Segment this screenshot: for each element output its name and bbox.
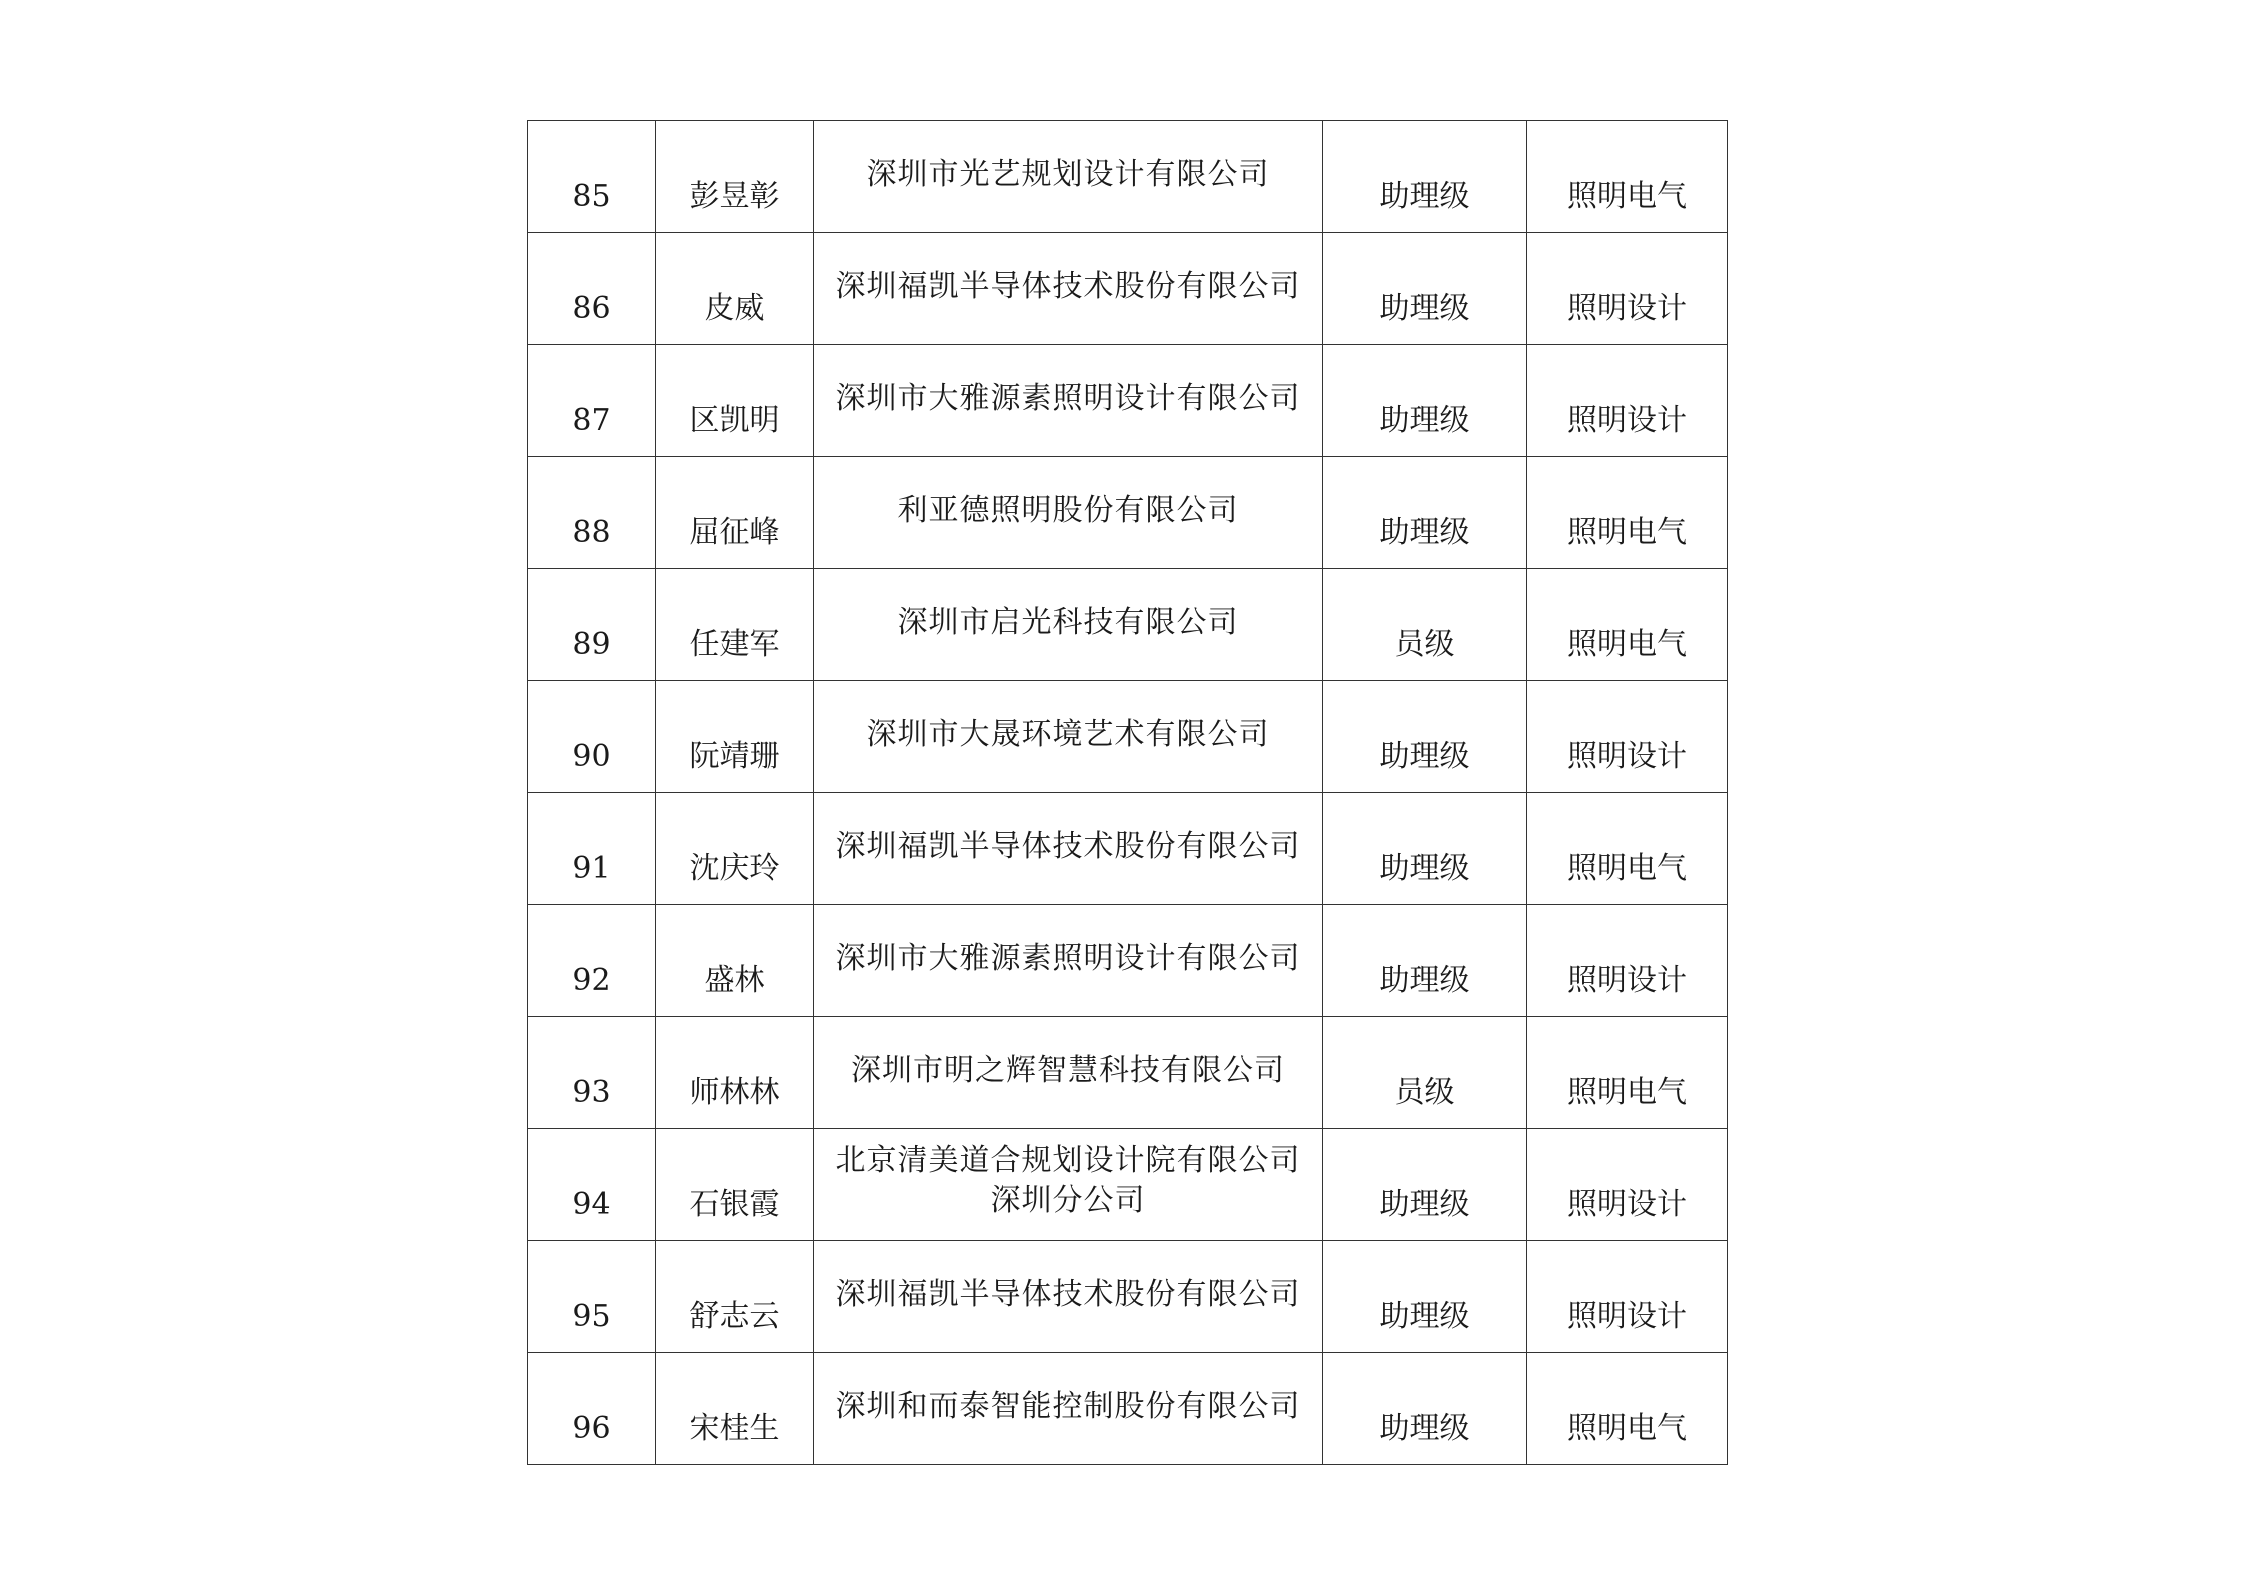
specialty-field: 照明设计 — [1567, 739, 1687, 774]
organization — [814, 457, 1322, 531]
organization — [814, 1241, 1322, 1315]
qualification-level: 助理级 — [1379, 739, 1470, 774]
table-row — [528, 681, 1728, 793]
roster-table — [527, 120, 1728, 1465]
specialty-field: 照明设计 — [1567, 963, 1687, 998]
specialty-field: 照明设计 — [1567, 1187, 1687, 1222]
organization-cell — [814, 345, 1323, 457]
organization — [814, 569, 1322, 643]
row-number: 89 — [572, 627, 611, 662]
person-name: 皮威 — [704, 291, 765, 326]
specialty-field-cell — [1527, 121, 1728, 233]
organization-cell — [814, 1017, 1323, 1129]
qualification-level: 助理级 — [1379, 1411, 1470, 1446]
organization-line: 深圳市大雅源素照明设计有限公司 — [835, 941, 1301, 976]
qualification-level: 助理级 — [1379, 403, 1470, 438]
organization-line: 深圳分公司 — [990, 1183, 1146, 1218]
qualification-level: 助理级 — [1379, 851, 1470, 886]
organization-cell — [814, 1353, 1323, 1465]
organization-cell — [814, 121, 1323, 233]
organization — [814, 1353, 1322, 1427]
qualification-level-cell — [1323, 1241, 1527, 1353]
table-row — [528, 345, 1728, 457]
organization — [814, 1129, 1322, 1221]
row-number: 85 — [572, 179, 611, 214]
organization-line: 深圳市启光科技有限公司 — [897, 605, 1239, 640]
specialty-field-cell — [1527, 345, 1728, 457]
specialty-field-cell — [1527, 1241, 1728, 1353]
table-row — [528, 793, 1728, 905]
person-name-cell — [656, 1129, 814, 1241]
specialty-field: 照明设计 — [1567, 403, 1687, 438]
person-name: 师林林 — [689, 1075, 780, 1110]
organization-line: 深圳福凯半导体技术股份有限公司 — [835, 269, 1301, 304]
row-number-cell — [528, 233, 656, 345]
person-name-cell — [656, 233, 814, 345]
specialty-field-cell — [1527, 1017, 1728, 1129]
person-name-cell — [656, 905, 814, 1017]
organization — [814, 1017, 1322, 1091]
person-name-cell — [656, 1353, 814, 1465]
qualification-level-cell — [1323, 121, 1527, 233]
specialty-field: 照明设计 — [1567, 291, 1687, 326]
specialty-field-cell — [1527, 569, 1728, 681]
organization — [814, 681, 1322, 755]
organization-line: 北京清美道合规划设计院有限公司 — [835, 1143, 1301, 1178]
row-number-cell — [528, 1353, 656, 1465]
person-name-cell — [656, 345, 814, 457]
qualification-level-cell — [1323, 1129, 1527, 1241]
organization — [814, 345, 1322, 419]
qualification-level: 助理级 — [1379, 1299, 1470, 1334]
specialty-field: 照明电气 — [1567, 1411, 1687, 1446]
row-number-cell — [528, 569, 656, 681]
specialty-field-cell — [1527, 233, 1728, 345]
specialty-field-cell — [1527, 1353, 1728, 1465]
table-row — [528, 569, 1728, 681]
row-number-cell — [528, 1017, 656, 1129]
person-name: 屈征峰 — [689, 515, 780, 550]
qualification-level: 助理级 — [1379, 515, 1470, 550]
table-row — [528, 1017, 1728, 1129]
person-name: 石银霞 — [689, 1187, 780, 1222]
qualification-level: 员级 — [1394, 1075, 1455, 1110]
organization-cell — [814, 681, 1323, 793]
organization-line: 深圳市明之辉智慧科技有限公司 — [851, 1053, 1285, 1088]
table-row — [528, 1353, 1728, 1465]
specialty-field: 照明电气 — [1567, 1075, 1687, 1110]
qualification-level-cell — [1323, 1017, 1527, 1129]
organization-cell — [814, 793, 1323, 905]
qualification-level: 助理级 — [1379, 291, 1470, 326]
qualification-level: 助理级 — [1379, 179, 1470, 214]
organization-cell — [814, 569, 1323, 681]
row-number: 90 — [572, 739, 611, 774]
organization-line: 深圳市光艺规划设计有限公司 — [866, 157, 1270, 192]
person-name: 盛林 — [704, 963, 765, 998]
qualification-level-cell — [1323, 457, 1527, 569]
person-name-cell — [656, 1241, 814, 1353]
specialty-field-cell — [1527, 1129, 1728, 1241]
person-name: 彭昱彰 — [689, 179, 780, 214]
table-row — [528, 1129, 1728, 1241]
organization — [814, 905, 1322, 979]
person-name-cell — [656, 457, 814, 569]
row-number: 96 — [572, 1411, 611, 1446]
row-number-cell — [528, 793, 656, 905]
row-number-cell — [528, 457, 656, 569]
row-number: 91 — [572, 851, 611, 886]
organization-cell — [814, 457, 1323, 569]
specialty-field: 照明电气 — [1567, 179, 1687, 214]
qualification-level-cell — [1323, 1353, 1527, 1465]
row-number: 88 — [572, 515, 611, 550]
specialty-field: 照明电气 — [1567, 627, 1687, 662]
qualification-level: 助理级 — [1379, 1187, 1470, 1222]
specialty-field-cell — [1527, 905, 1728, 1017]
qualification-level-cell — [1323, 233, 1527, 345]
organization-line: 深圳市大雅源素照明设计有限公司 — [835, 381, 1301, 416]
organization-line: 深圳福凯半导体技术股份有限公司 — [835, 829, 1301, 864]
table-row — [528, 233, 1728, 345]
person-name: 沈庆玲 — [689, 851, 780, 886]
organization-cell — [814, 1241, 1323, 1353]
person-name: 宋桂生 — [689, 1411, 780, 1446]
row-number: 87 — [572, 403, 611, 438]
qualification-level: 助理级 — [1379, 963, 1470, 998]
person-name-cell — [656, 1017, 814, 1129]
specialty-field-cell — [1527, 793, 1728, 905]
person-name-cell — [656, 569, 814, 681]
table-row — [528, 457, 1728, 569]
organization-line: 深圳福凯半导体技术股份有限公司 — [835, 1277, 1301, 1312]
person-name: 区凯明 — [689, 403, 780, 438]
specialty-field-cell — [1527, 681, 1728, 793]
person-name-cell — [656, 121, 814, 233]
specialty-field: 照明电气 — [1567, 851, 1687, 886]
qualification-level-cell — [1323, 905, 1527, 1017]
table-row — [528, 121, 1728, 233]
organization — [814, 121, 1322, 195]
organization-line: 利亚德照明股份有限公司 — [897, 493, 1239, 528]
qualification-level-cell — [1323, 345, 1527, 457]
row-number-cell — [528, 905, 656, 1017]
organization-cell — [814, 905, 1323, 1017]
organization-cell — [814, 1129, 1323, 1241]
organization — [814, 233, 1322, 307]
row-number-cell — [528, 121, 656, 233]
person-name: 舒志云 — [689, 1299, 780, 1334]
organization-line: 深圳市大晟环境艺术有限公司 — [866, 717, 1270, 752]
organization-cell — [814, 233, 1323, 345]
row-number-cell — [528, 681, 656, 793]
person-name-cell — [656, 681, 814, 793]
qualification-level: 员级 — [1394, 627, 1455, 662]
table-row — [528, 1241, 1728, 1353]
qualification-level-cell — [1323, 569, 1527, 681]
organization — [814, 793, 1322, 867]
qualification-level-cell — [1323, 793, 1527, 905]
row-number-cell — [528, 1129, 656, 1241]
person-name-cell — [656, 793, 814, 905]
row-number: 92 — [572, 963, 611, 998]
roster-table-body — [528, 121, 1728, 1465]
specialty-field: 照明设计 — [1567, 1299, 1687, 1334]
qualification-level-cell — [1323, 681, 1527, 793]
organization-line: 深圳和而泰智能控制股份有限公司 — [835, 1389, 1301, 1424]
row-number: 95 — [572, 1299, 611, 1334]
specialty-field-cell — [1527, 457, 1728, 569]
person-name: 阮靖珊 — [689, 739, 780, 774]
specialty-field: 照明电气 — [1567, 515, 1687, 550]
person-name: 任建军 — [689, 627, 780, 662]
table-row — [528, 905, 1728, 1017]
row-number-cell — [528, 1241, 656, 1353]
row-number: 94 — [572, 1187, 611, 1222]
row-number-cell — [528, 345, 656, 457]
row-number: 86 — [572, 291, 611, 326]
row-number: 93 — [572, 1075, 611, 1110]
